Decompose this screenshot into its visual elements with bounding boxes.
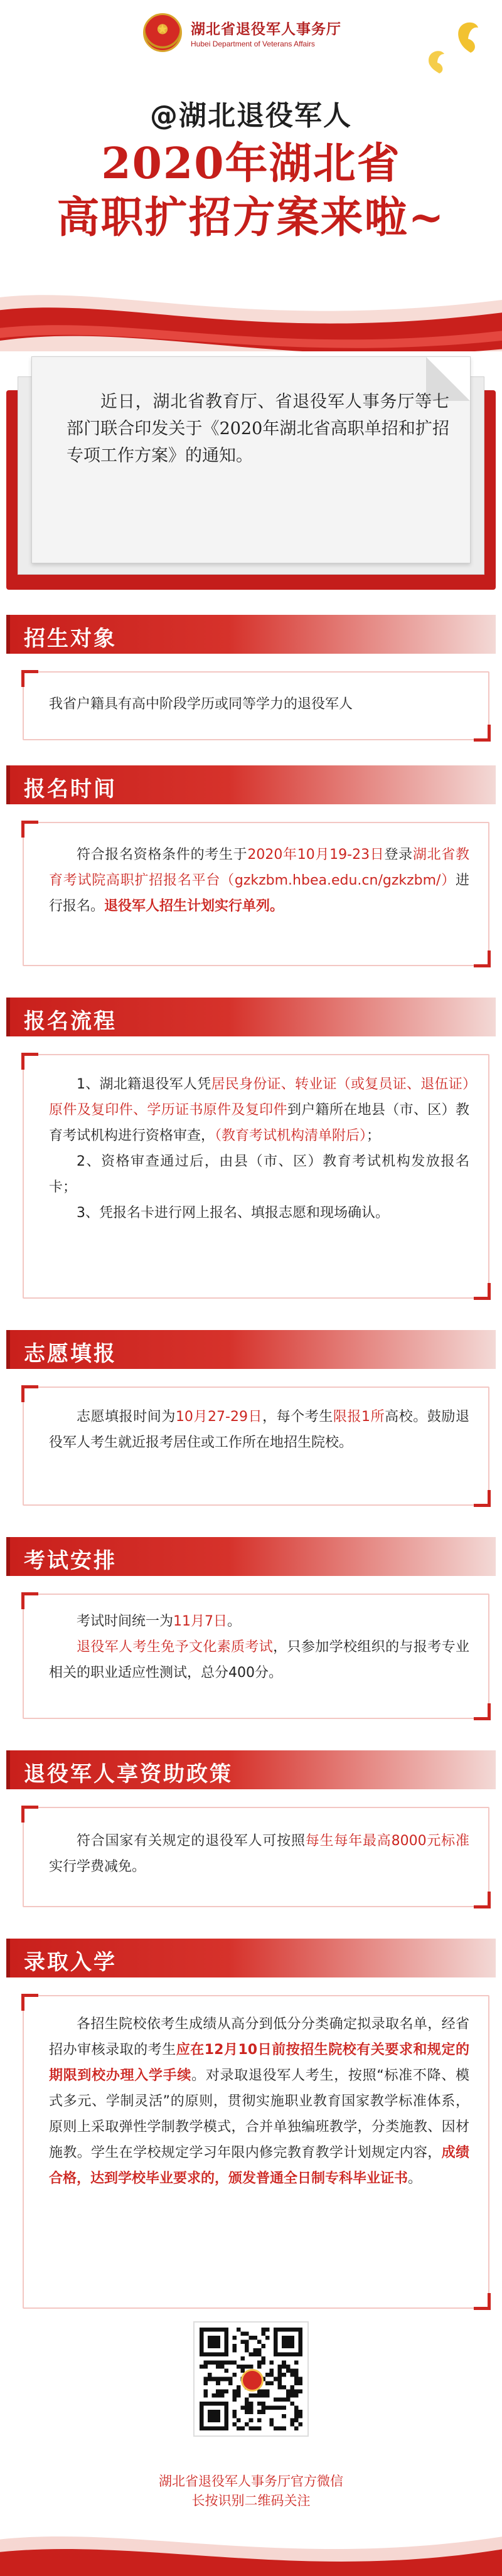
section-admission [0,1939,502,2315]
section-header [6,1330,496,1369]
section-header [6,998,496,1036]
section-text: 我省户籍具有高中阶段学历或同等学力的退役军人 [49,696,353,712]
footer-wave-decoration [0,2516,502,2576]
wechat-qr-code[interactable] [193,2321,309,2437]
org-logo [143,8,341,58]
process-step-2: 2、资格审查通过后，由县（市、区）教育考试机构发放报名卡； [49,1154,469,1195]
section-header [6,1537,496,1576]
section-title: 考试安排 [24,1548,117,1573]
section-title: 志愿填报 [24,1341,117,1366]
header [0,0,502,351]
section-header [6,1750,496,1789]
section-text: 各招生院校依考生成绩从高分到低分分类确定拟录取名单，经省招办审核录取的考生应在12月10日前按招生院校有关要求和规定的期限到校办理入学手续。对录取退役军人考生，按照“标准不降、模式多元、学制灵活”的原则，贯彻实施职业教育国家教学标准体系，原则上采取弹性学制教学模式，合并单独编班教学，分类施教、因材施教。学生在学校规定学习年限内修完教育教学计划规定内容，成绩合格，达到学校毕业要求的，颁发普通全日制专科毕业证书。 [49,2016,469,2186]
section-title: 录取入学 [24,1950,117,1975]
red-ribbon-decoration [0,276,502,351]
exam-details: 退役军人考生免予文化素质考试，只参加学校组织的与报考专业相关的职业适应性测试，总分400分。 [49,1639,469,1681]
exam-date: 考试时间统一为11月7日。 [77,1614,242,1629]
section-registration-process [0,998,502,1311]
section-text: 符合国家有关规定的退役军人可按照每生每年最高8000元标准实行学费减免。 [49,1833,469,1875]
section-registration-time [0,765,502,979]
section-header [6,765,496,804]
doves-icon [415,15,484,90]
process-step-3: 3、凭报名卡进行网上报名、填报志愿和现场确认。 [77,1205,389,1221]
intro-text: 近日，湖北省教育厅、省退役军人事务厅等七部门联合印发关于《2020年湖北省高职单招和扩招专项工作方案》的通知。 [67,392,449,466]
process-step-1: 1、湖北籍退役军人凭居民身份证、转业证（或复员证、退伍证）原件及复印件、学历证书原件及复印件到户籍所在地县（市、区）教育考试机构进行资格审查，（教育考试机构清单附后）； [49,1077,469,1144]
page-title: 2020年湖北省 高职扩招方案来啦~ [56,139,446,243]
section-header [6,1939,496,1977]
national-emblem-icon [143,13,182,52]
qr-caption: 湖北省退役军人事务厅官方微信 长按识别二维码关注 [159,2474,343,2508]
section-header [6,615,496,654]
org-name-en: Hubei Department of Veterans Affairs [191,39,315,48]
section-title: 报名时间 [24,777,117,802]
registration-platform-link[interactable]: 湖北省教育考试院高职扩招报名平台（gzkzbm.hbea.edu.cn/gzkzbm/） [49,847,469,888]
intro-card [6,351,496,590]
section-title: 退役军人享资助政策 [24,1762,233,1787]
section-title: 招生对象 [24,626,117,651]
account-handle: @湖北退役军人 [150,100,352,132]
section-text: 志愿填报时间为10月27-29日，每个考生限报1所高校。鼓励退役军人考生就近报考居住或工作所在地招生院校。 [49,1409,469,1450]
section-exam-arrangement [0,1537,502,1725]
section-text: 符合报名资格条件的考生于2020年10月19-23日登录湖北省教育考试院高职扩招报名平台（gzkzbm.hbea.edu.cn/gzkzbm/）进行报名。退役军人招生计划实行单列。 [49,847,469,914]
section-funding-policy [0,1750,502,1920]
org-name-cn: 湖北省退役军人事务厅 [191,21,341,38]
section-enrollment-target [0,615,502,747]
qr-logo-icon [241,2369,264,2392]
section-title: 报名流程 [24,1009,117,1034]
section-preference-filling [0,1330,502,1518]
